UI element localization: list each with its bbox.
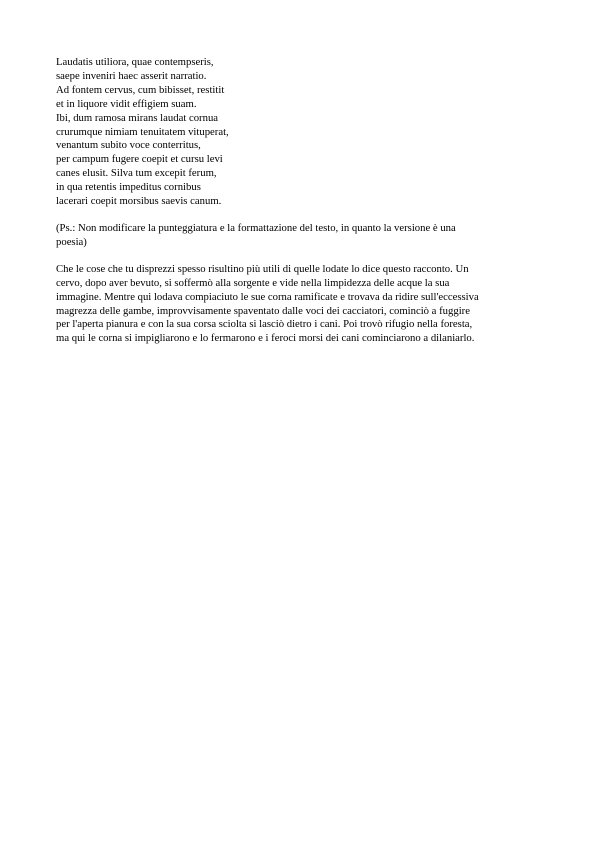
document-page bbox=[56, 56, 546, 346]
poem-line: per campum fugere coepit et cursu levi bbox=[56, 153, 223, 166]
poem-line: Ibi, dum ramosa mirans laudat cornua bbox=[56, 111, 219, 124]
latin-poem bbox=[56, 56, 546, 209]
translation-line: cervo, dopo aver bevuto, si soffermò alla sorgente e vide nella limpidezza delle acque la sua bbox=[56, 276, 450, 289]
poem-line: lacerari coepit morsibus saevis canum. bbox=[56, 195, 222, 208]
translation-line: immagine. Mentre qui lodava compiaciuto le sue corna ramificate e trovava da ridire sull'eccessiva bbox=[56, 290, 479, 303]
poem-line: saepe inveniri haec asserit narratio. bbox=[56, 69, 207, 82]
note-line: (Ps.: Non modificare la punteggiatura e la formattazione del testo, in quanto la versione è una bbox=[56, 221, 456, 234]
note-line: poesia) bbox=[56, 235, 87, 248]
poem-line: Ad fontem cervus, cum bibisset, restitit bbox=[56, 83, 225, 96]
translation-line: Che le cose che tu disprezzi spesso risultino più utili di quelle lodate lo dice questo racconto. Un bbox=[56, 262, 469, 275]
poem-line: Laudatis utiliora, quae contempseris, bbox=[56, 56, 214, 68]
formatting-note bbox=[56, 222, 546, 250]
translation-line: per l'aperta pianura e con la sua corsa sciolta si lasciò dietro i cani. Poi trovò rifugio nella foresta, bbox=[56, 318, 473, 331]
poem-line: crurumque nimiam tenuitatem vituperat, bbox=[56, 125, 229, 138]
poem-line: in qua retentis impeditus cornibus bbox=[56, 181, 201, 194]
poem-line: venantum subito voce conterritus, bbox=[56, 139, 201, 152]
translation-line: ma qui le corna si impigliarono e lo fermarono e i feroci morsi dei cani cominciarono a dilaniarlo. bbox=[56, 332, 475, 345]
translation-line: magrezza delle gambe, improvvisamente spaventato dalle voci dei cacciatori, cominciò a fuggire bbox=[56, 304, 470, 317]
poem-line: et in liquore vidit effigiem suam. bbox=[56, 97, 197, 110]
poem-line: canes elusit. Silva tum excepit ferum, bbox=[56, 167, 217, 180]
italian-translation bbox=[56, 263, 546, 346]
